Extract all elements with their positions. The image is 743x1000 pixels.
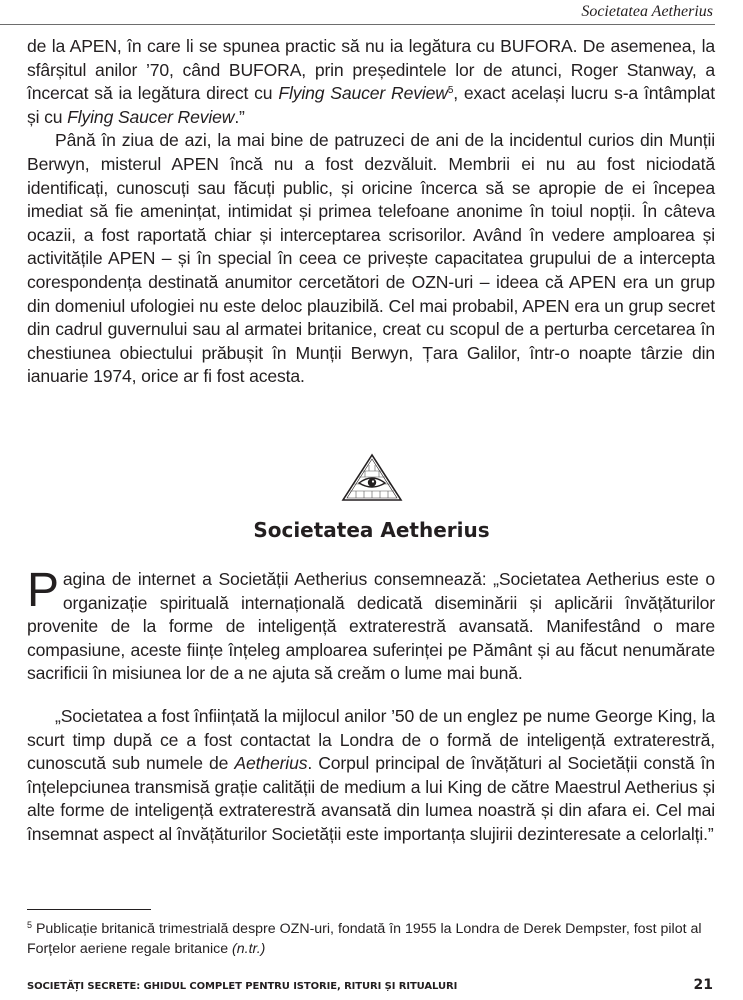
footnote-ref[interactable]: 5 — [447, 85, 454, 97]
text-run: „Societatea a fost înființată la mijlocul anilor ’50 de un englez pe nume George King, la scurt timp după ce a fost contactat la Londra de o formă de inteligență extraterestră, cunoscută sub numele de — [27, 706, 715, 774]
paragraph-apen-2: Până în ziua de azi, la mai bine de patruzeci de ani de la incidentul curios din Munții Berwyn, misterul APEN încă nu a fost dezvăluit. Membrii ei nu au fost niciodată identificați, cunoscuți sau făcuți public, și oricine încerca să se apropie de ei începea imediat să fie amenințat, intimidat și primea telefoane anonime în toiul nopții. În câteva ocazii, a fost raportată chiar și interceptarea scrisorilor. Având în vedere amploarea și activitățile APEN – și în special în ceea ce privește capacitatea grupului de a intercepta corespondența destinată anumitor cercetători de OZN-uri – ideea că APEN era un grup din domeniul ufologiei nu este deloc plauzibilă. Cel mai probabil, APEN era un grup secret din cadrul guvernului sau al armatei britanice, creat cu scopul de a perturba cercetarea în chestiunea obiectului prăbușit în Munții Berwyn, Țara Galilor, într-o noapte târzie din ianuarie 1974, orice ar fi fost acesta. — [27, 130, 715, 387]
running-head: Societatea Aetherius — [581, 3, 713, 20]
section-apen-text — [27, 35, 715, 389]
entity-name: Aetherius — [234, 753, 308, 774]
section-heading: Societatea Aetherius — [253, 518, 490, 542]
footnote-text: Publicație britanică trimestrială despre OZN-uri, fondată în 1955 la Londra de Derek Dempster, fost pilot al Forțelor aeriene regale britanice — [27, 921, 702, 957]
footnote-number: 5 — [27, 920, 33, 930]
paragraph-aetherius-2 — [27, 705, 715, 847]
publication-title: Flying Saucer Review — [278, 83, 448, 104]
footnote — [27, 916, 715, 959]
section-aetherius-text-2 — [27, 705, 715, 847]
page-number: 21 — [693, 977, 713, 993]
text-run: .” — [234, 106, 245, 127]
paragraph-aetherius-1 — [27, 564, 715, 686]
footer-book-title: SOCIETĂȚI SECRETE: GHIDUL COMPLET PENTRU ISTORIE, RITURI ȘI RITUALURI — [27, 981, 458, 992]
section-aetherius-text — [27, 564, 715, 686]
text-run: , exact același lucru s-a întâmplat și cu — [27, 83, 715, 127]
publication-title: Flying Saucer Review — [67, 106, 235, 127]
drop-cap: P — [27, 564, 59, 617]
pyramid-eye-icon — [340, 453, 404, 503]
text-run: agina de internet a Societății Aetherius consemnează: „Societatea Aetherius este o organizație spirituală internațională dedicată diseminării și aplicării învățăturilor provenite de la forme de inteligență extraterestră avansată. Manifestând o mare compasiune, aceste ființe înțeleg amploarea suferinței pe Pământ și au făcut nenumărate sacrificii în misiunea lor de a ne ajuta să creăm o lume mai bună. — [27, 569, 715, 684]
text-run: . Corpul principal de învățături al Societății constă în înțelepciunea transmisă grație calității de medium a lui King de către Maestrul Aetherius și alte forme de inteligență extraterestră avansată din lumea noastră și din afara ei. Cel mai însemnat aspect al învățăturilor Societății este importanța slujirii dezinteresate a celorlalți.” — [27, 753, 715, 844]
text-run: de la APEN, în care li se spunea practic să nu ia legătura cu BUFORA. De asemenea, la sfârșitul anilor ’70, când BUFORA, prin președintele lor de atunci, Roger Stanway, a încercat să ia legătura direct cu — [27, 36, 715, 104]
footnote-rule — [27, 909, 151, 910]
translator-note: (n.tr.) — [232, 940, 266, 957]
header-rule — [0, 24, 715, 25]
paragraph-apen-1 — [27, 35, 715, 129]
